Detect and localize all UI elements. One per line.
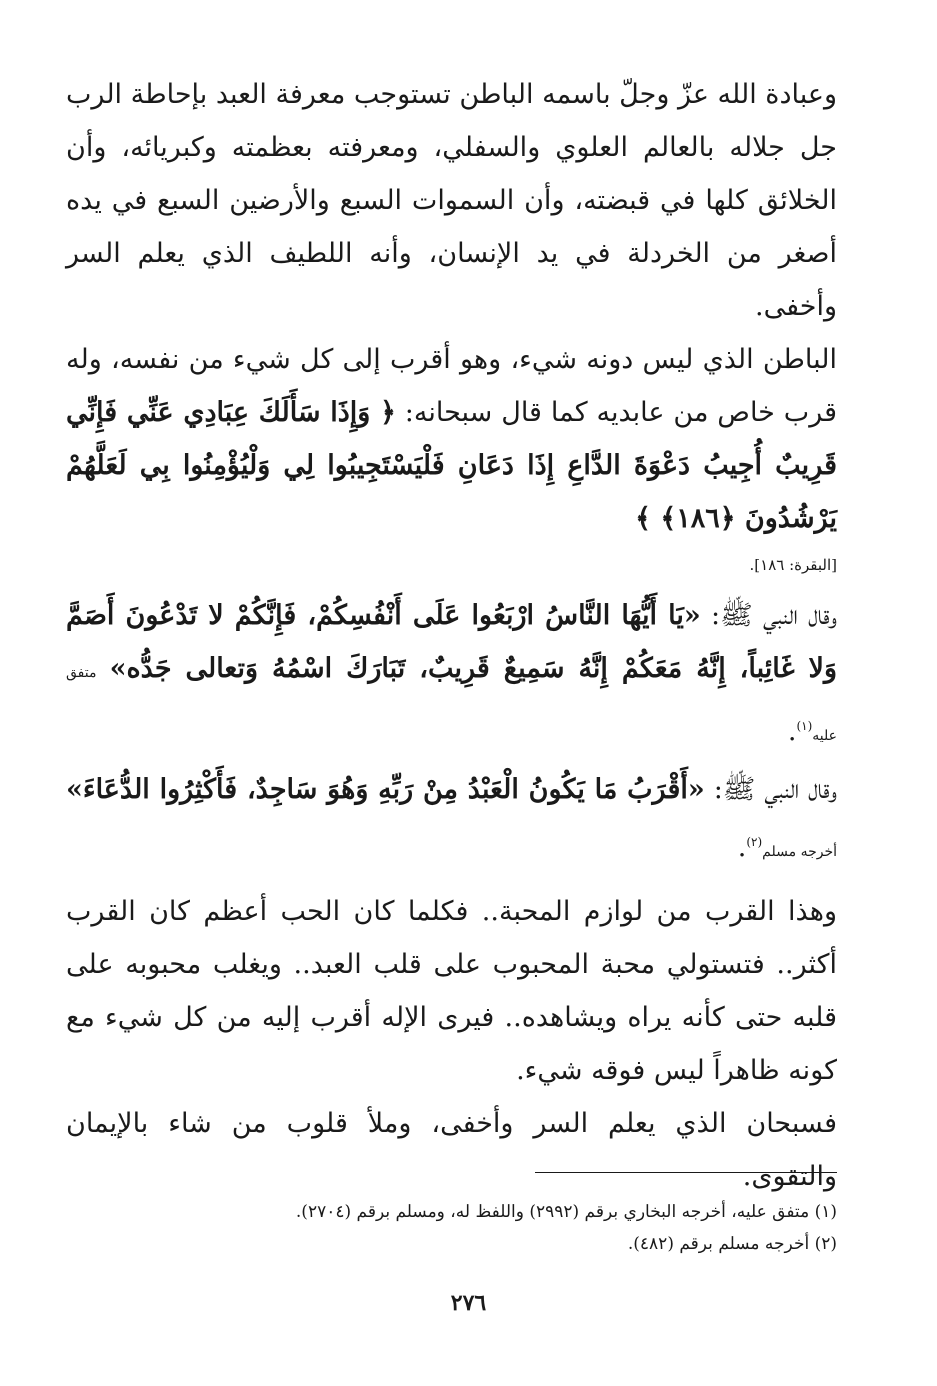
footnote-mark-2: (٢) xyxy=(746,835,763,849)
paragraph-3: وهذا القرب من لوازم المحبة.. فكلما كان الحب أعظم كان القرب أكثر.. فتستولي محبة المحبوب على قلب العبد.. ويغلب محبوبه على قلبه حتى كأنه يراه ويشاهده.. فيرى الإله أقرب إليه من كل شيء مع كونه ظاهراً ليس فوقه شيء. xyxy=(66,896,837,1086)
paragraph-2 xyxy=(66,333,837,585)
hadith-2-source: أخرجه مسلم xyxy=(762,844,837,860)
footnotes xyxy=(66,1196,837,1260)
hadith-1-source: متفق عليه xyxy=(66,665,837,744)
page-number: ٢٧٦ xyxy=(450,1290,487,1316)
footnote-mark-1: (١) xyxy=(796,719,813,733)
main-text xyxy=(66,68,837,1203)
paragraph-2-intro: الباطن الذي ليس دونه شيء، وهو أقرب إلى كل شيء من نفسه، وله قرب خاص من عابديه كما قال سبحانه: xyxy=(66,344,837,428)
hadith-1-text: «يَا أَيُّهَا النَّاسُ ارْبَعُوا عَلَى أَنْفُسِكُمْ، فَإِنَّكُمْ لا تَدْعُونَ أَصَمَّ وَلا غَائِباً، إِنَّهُ مَعَكُمْ إِنَّهُ سَمِيعٌ قَرِيبٌ، تَبَارَكَ اسْمُهُ وَتعالى جَدُّه» xyxy=(66,600,837,684)
hadith-2-text: «أَقْرَبُ مَا يَكُونُ الْعَبْدُ مِنْ رَبِّهِ وَهُوَ سَاجِدٌ، فَأَكْثِرُوا الدُّعَاءَ» xyxy=(66,774,705,805)
quran-verse: ﴿ وَإِذَا سَأَلَكَ عِبَادِي عَنِّي فَإِنِّي قَرِيبٌ أُجِيبُ دَعْوَةَ الدَّاعِ إِذَا دَعَانِ فَلْيَسْتَجِيبُوا لِي وَلْيُؤْمِنُوا بِي لَعَلَّهُمْ يَرْشُدُونَ ﴿١٨٦﴾ ﴾ xyxy=(66,397,837,534)
hadith-2-intro: وقال النبي ﷺ: xyxy=(704,774,837,805)
verse-reference: [البقرة: ١٨٦]. xyxy=(749,556,837,574)
footnote-divider xyxy=(535,1172,837,1173)
hadith-1: وقال النبي ﷺ: «يَا أَيُّهَا النَّاسُ ارْبَعُوا عَلَى أَنْفُسِكُمْ، فَإِنَّكُمْ لا تَدْعُونَ أَصَمَّ وَلا غَائِباً، إِنَّهُ مَعَكُمْ إِنَّهُ سَمِيعٌ قَرِيبٌ، تَبَارَكَ اسْمُهُ وَتعالى جَدُّه» متفق عليه$^{(١)}$. xyxy=(66,600,837,747)
paragraph-4: فسبحان الذي يعلم السر وأخفى، وملأ قلوب من شاء بالإيمان والتقوى. xyxy=(66,1108,837,1192)
paragraph-1: وعبادة الله عزّ وجلّ باسمه الباطن تستوجب معرفة العبد بإحاطة الرب جل جلاله بالعالم العلوي والسفلي، ومعرفته بعظمته وكبريائه، وأن الخلائق كلها في قبضته، وأن السموات السبع والأرضين السبع في يده أصغر من الخردلة في يد الإنسان، وأنه اللطيف الذي يعلم السر وأخفى. xyxy=(66,79,837,322)
hadith-2: وقال النبي ﷺ: «أَقْرَبُ مَا يَكُونُ الْعَبْدُ مِنْ رَبِّهِ وَهُوَ سَاجِدٌ، فَأَكْثِرُوا الدُّعَاءَ» أخرجه مسلم$^{(٢)}$. xyxy=(66,774,837,863)
hadith-1-intro: وقال النبي ﷺ: xyxy=(700,600,837,631)
footnote-2: (٢) أخرجه مسلم برقم (٤٨٢). xyxy=(627,1234,837,1254)
footnote-1: (١) متفق عليه، أخرجه البخاري برقم (٢٩٩٢) واللفظ له، ومسلم برقم (٢٧٠٤). xyxy=(295,1202,837,1222)
